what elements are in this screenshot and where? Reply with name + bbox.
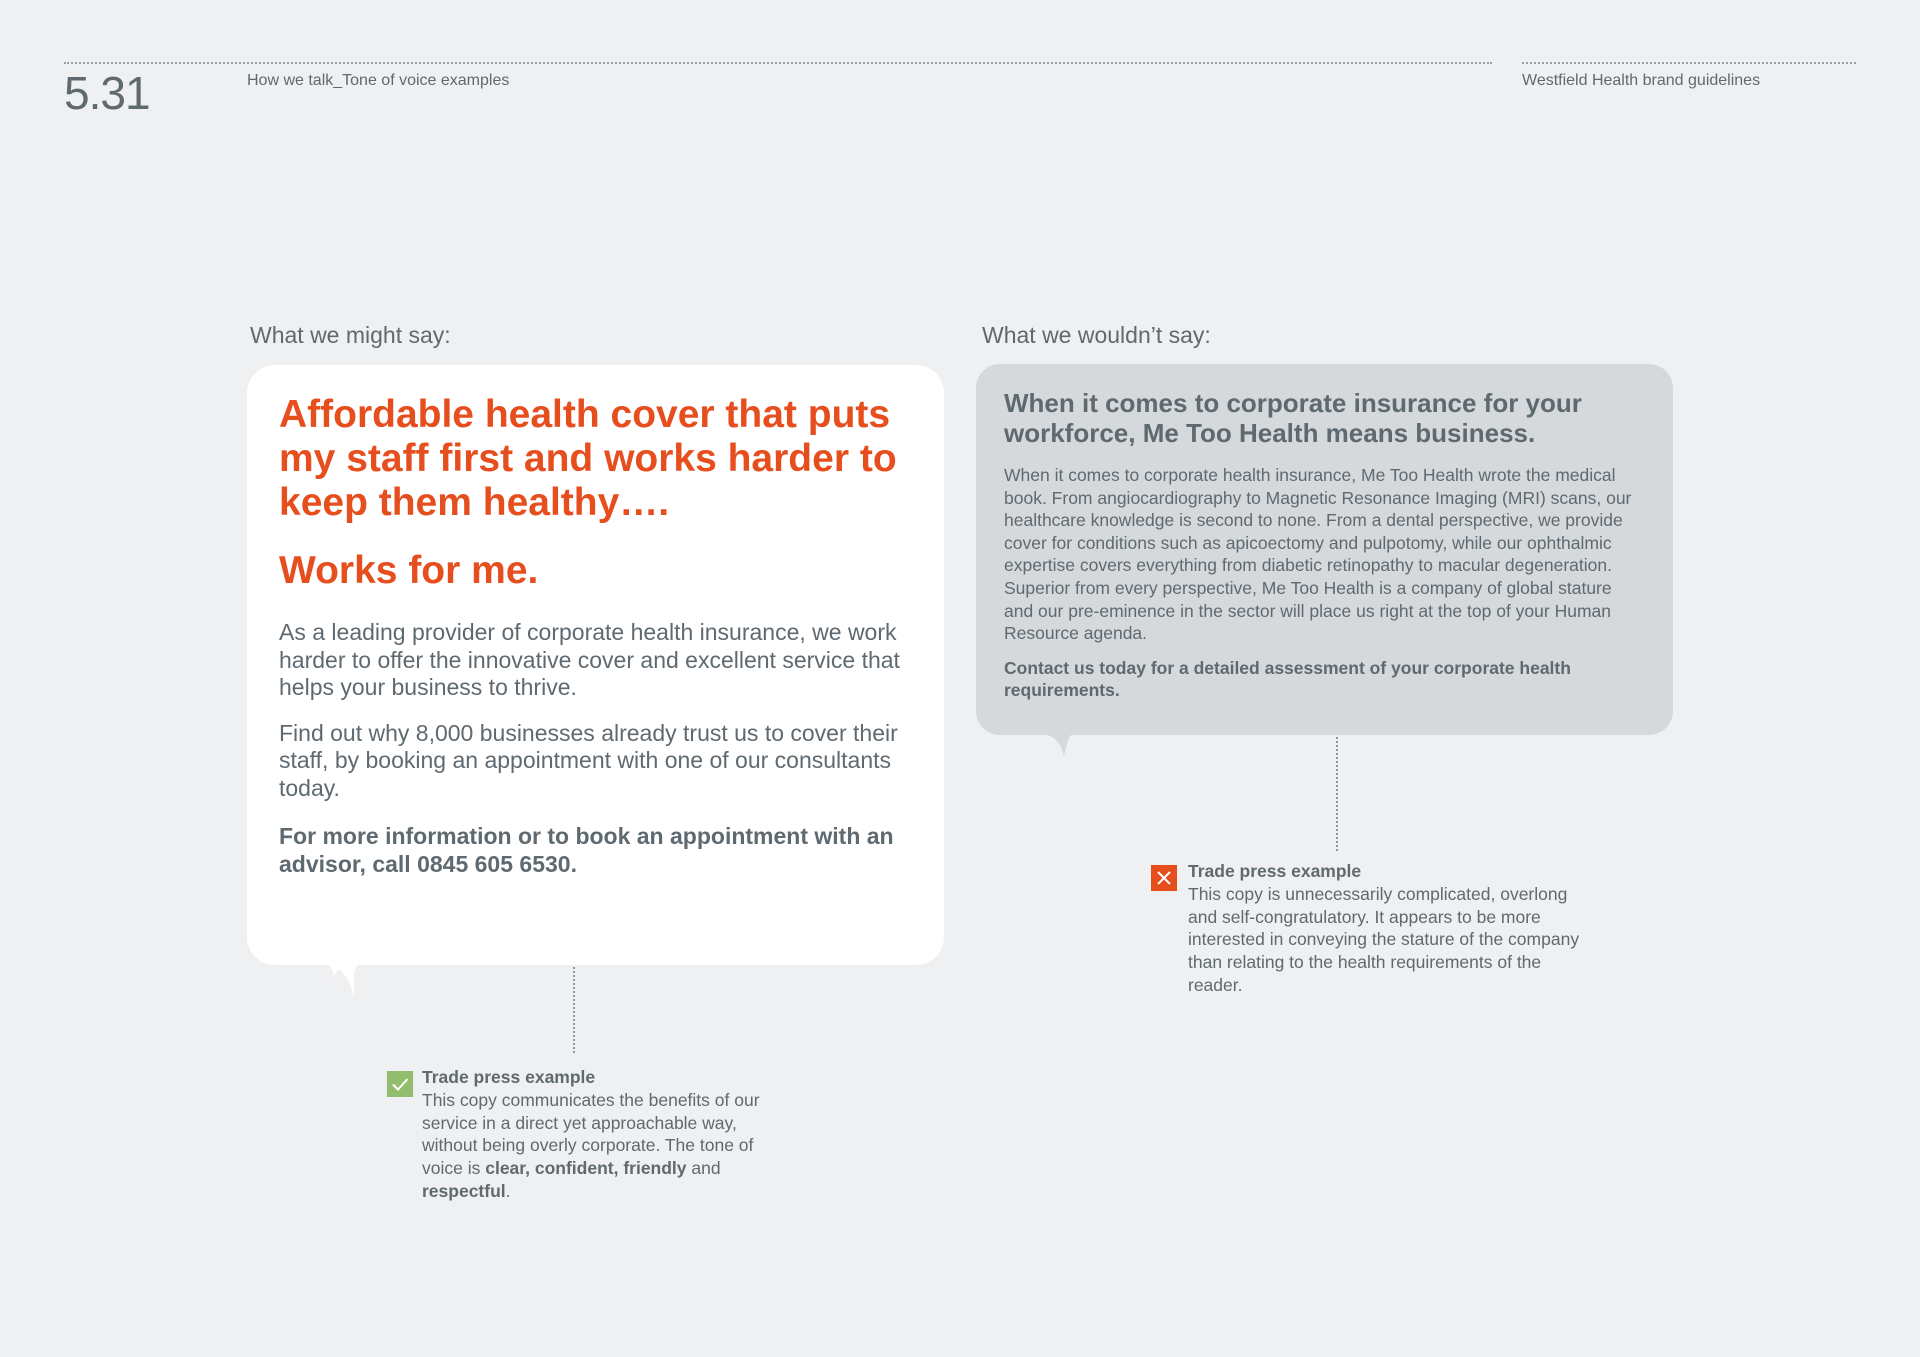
- bad-example-label: What we wouldn’t say:: [982, 322, 1211, 348]
- good-example-paragraph: As a leading provider of corporate health insurance, we work harder to offer the innovative cover and excellent service that helps your business to thrive.: [279, 619, 900, 700]
- good-example-tagline: Works for me.: [279, 549, 539, 592]
- good-example-cta: For more information or to book an appointment with an advisor, call 0845 605 6530.: [279, 823, 894, 877]
- page-number: 5.31: [64, 67, 150, 119]
- check-icon: [387, 1071, 413, 1097]
- good-note-body: This copy communicates the benefits of our service in a direct yet approachable way, without being overly corporate. The tone of voice is clear, confident, friendly and respectful.: [422, 1089, 760, 1201]
- bad-example-bubble: [976, 364, 1673, 735]
- good-note-title: Trade press example: [422, 1067, 596, 1087]
- bad-note-body: This copy is unnecessarily complicated, overlong and self-congratulatory. It appears to be more interested in conveying the stature of the company than relating to the health requirements of the reader.: [1188, 883, 1580, 995]
- cross-icon: [1151, 865, 1177, 891]
- section-title: How we talk_Tone of voice examples: [247, 72, 510, 89]
- bad-note-connector: [1336, 737, 1338, 851]
- bad-note-title: Trade press example: [1188, 861, 1362, 881]
- good-example-paragraph: Find out why 8,000 businesses already trust us to cover their staff, by booking an appointment with one of our consultants today.: [279, 719, 898, 801]
- good-example-note: [422, 1066, 772, 1203]
- header-rule-left: [64, 62, 1492, 64]
- bad-example-cta: Contact us today for a detailed assessment of your corporate health requirements.: [1004, 657, 1571, 701]
- good-example-bubble: [247, 365, 944, 965]
- bad-bubble-tail: [1030, 730, 1080, 760]
- good-example-label: What we might say:: [250, 322, 451, 348]
- document-title: Westfield Health brand guidelines: [1522, 72, 1761, 89]
- good-example-headline: Affordable health cover that puts my staff first and works harder to keep them healthy….: [279, 393, 897, 524]
- header-rule-right: [1522, 62, 1856, 64]
- bad-example-headline: When it comes to corporate insurance for your workforce, Me Too Health means business.: [1004, 388, 1582, 448]
- good-note-connector: [573, 967, 575, 1053]
- bad-example-body: When it comes to corporate health insurance, Me Too Health wrote the medical book. From angiocardiography to Magnetic Resonance Imaging (MRI) scans, our healthcare knowledge is second to none. From a dental perspective, we provide cover for conditions such as apicoectomy and pulpotomy, while our ophthalmic expertise covers everything from diabetic retinopathy to macular degeneration. Superior from every perspective, Me Too Health is a company of global stature and our pre-eminence in the sector will place us right at the top of your Human Resource agenda.: [1004, 465, 1632, 644]
- bad-example-note: [1188, 860, 1586, 997]
- good-bubble-tail: [320, 960, 370, 1002]
